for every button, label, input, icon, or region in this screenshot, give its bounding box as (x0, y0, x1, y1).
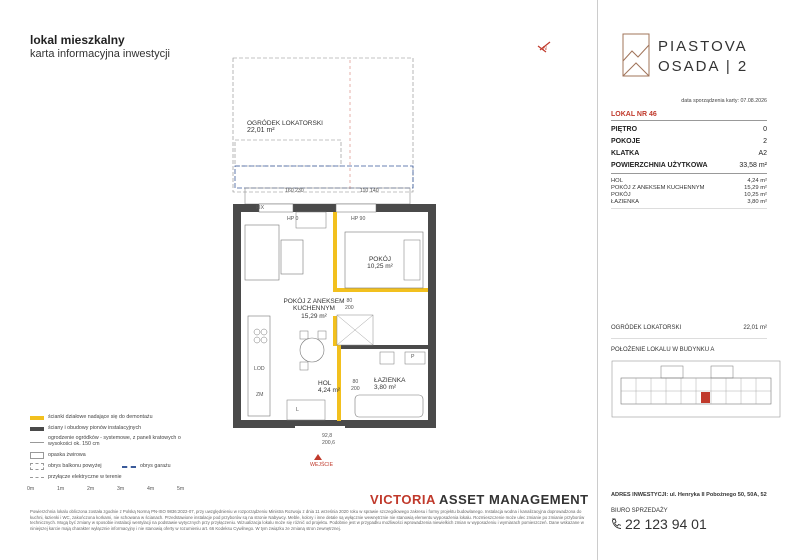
room-label: ŁAZIENKA (611, 199, 640, 205)
legend-swatch (30, 416, 44, 420)
room-laz-area: 3,80 m² (374, 384, 397, 392)
dim-230: 230 (295, 188, 304, 194)
entry-label: WEJŚCIE (310, 462, 334, 468)
info-row-area (611, 162, 767, 169)
legend-label: obrys balkonu powyżej (48, 462, 102, 469)
room-laz-name: ŁAZIENKA (374, 377, 406, 384)
info-label: PIĘTRO (611, 126, 638, 133)
info-panel (597, 0, 792, 560)
garden-area-text: 22,01 m² (247, 127, 275, 135)
legend-swatch (30, 463, 44, 470)
hp0-label: HP 0 (287, 216, 299, 222)
room-label: HOL (611, 178, 623, 184)
room-label: POKÓJ (611, 192, 631, 198)
room-value: 4,24 m² (747, 178, 767, 184)
divider (611, 208, 767, 209)
legend-swatch (30, 427, 44, 431)
scale-label: 1m (57, 486, 65, 492)
door1-height: 200 (345, 304, 354, 311)
room-pokoj-label (355, 256, 405, 271)
sink-label: ZM (256, 392, 264, 398)
highlighted-unit (701, 392, 710, 403)
info-value: 33,58 m² (739, 162, 767, 169)
room-aneks-label (274, 298, 354, 320)
room-hol-name: HOL (318, 380, 332, 387)
legend-item (30, 423, 230, 434)
legend-label: ogrodzenie ogródków - systemowe, z paneli kratowych o wysokości ok. 150 cm (48, 435, 181, 447)
room-aneks-area: 15,29 m² (301, 312, 327, 320)
room-value: 3,80 m² (747, 199, 767, 205)
room-value: 15,29 m² (744, 185, 767, 191)
info-label: KLATKA (611, 150, 640, 157)
door2-width: 80 (352, 379, 359, 385)
dim-110: 110 (360, 188, 369, 194)
legend-swatch (30, 442, 44, 443)
brand-name-1: PIASTOVA (658, 38, 748, 55)
legend-item (30, 461, 230, 472)
phone-icon (611, 518, 621, 530)
fridge-label: LOD (254, 366, 265, 372)
pralka-label: P (411, 354, 415, 360)
info-label: POWIERZCHNIA UŻYTKOWA (611, 162, 708, 169)
position-label: POŁOŻENIE LOKALU W BUDYNKU A (611, 347, 715, 353)
garden-label (247, 120, 323, 136)
room-aneks-name: POKÓJ Z ANEKSEM KUCHENNYM (283, 298, 345, 313)
door1-dim (345, 298, 354, 312)
entry-dim (322, 433, 335, 447)
footnote: Powierzchnia lokalu obliczona została zgodnie z Polską Normą PN-ISO 9836:2022-07, przy uwzględnieniu w rozporządzeniu Ministra Rozwoju z dnia 11 września 2020 roku w sprawie szczegółowego zakresu i formy projektu budowlanego. Instalacja wodna i kanalizacyjna doprowadzona do kuchni, łazienki i WC, zakończona korkami, nie schowana w ścianach. Przedstawione instalacje pod przyborów są na stronie Nabywcy. Meble, kolory i inne detale są wyłącznie wewnętrznie nie stanowią elementu wyposażenia lokalu. Rozmieszczenie może ulec zmianie po zmianie przyborów technicznych. Mogą być zmiany w sposobie instalacji wentylacji na podstawie wytycznych przy przyłączeniu. Wizualizacja lokalu może się różnić od projektu. Podobnie jest w przypadku możliwości wprowadzenia niewielkich zmian w wyposażeniu i wymiarach pomieszczeń. Dane wskazane w niniejszej karcie mają charakter wyłącznie informacyjny i nie stanowią oferty w rozumieniu art. 66 Kodeksu Cywilnego. W tym związku ze zmianą stron zewnętrznej. (30, 509, 585, 531)
legend-item (30, 434, 230, 450)
info-value: 0 (763, 126, 767, 133)
page-subtitle: karta informacyjna inwestycji (30, 48, 170, 60)
scale-label: 4m (147, 486, 155, 492)
fix-label: FIX (256, 205, 265, 211)
info-row-pietro (611, 126, 767, 133)
brand-name-2: OSADA | 2 (658, 58, 749, 75)
sales-phone (611, 516, 707, 532)
legend-item (30, 412, 230, 423)
room-pokoj-name: POKÓJ (368, 256, 392, 263)
dim-140: 140 (370, 188, 379, 194)
room-row-hol (611, 178, 767, 184)
legend-swatch (122, 466, 136, 468)
entry-width: 92,8 (322, 433, 333, 439)
entry-height: 200,6 (322, 439, 335, 446)
scale-label: 3m (117, 486, 125, 492)
legend-item (30, 450, 230, 461)
legend-item (30, 472, 230, 483)
room-pokoj-area: 10,25 m² (367, 263, 393, 271)
garden-row-value: 22,01 m² (743, 325, 767, 331)
legend-label: przyłącze elektryczne w terenie (48, 473, 122, 480)
legend (30, 412, 230, 483)
garden-row-label: OGRÓDEK LOKATORSKI (611, 325, 682, 331)
legend-swatch (30, 477, 44, 478)
info-label: POKOJE (611, 138, 641, 145)
sales-label: BIURO SPRZEDAŻY (611, 508, 668, 514)
scale-label: 2m (87, 486, 95, 492)
divider (611, 120, 767, 121)
legend-swatch (30, 452, 44, 459)
developer-name-bold: VICTORIA (370, 492, 436, 507)
legend-label: ściany i obudowy pionów instalacyjnych (48, 424, 142, 431)
door2-height: 200 (351, 385, 360, 392)
divider (611, 173, 767, 174)
phone-number[interactable]: 22 123 94 01 (625, 516, 707, 532)
info-value: 2 (763, 138, 767, 145)
room-laz-label (374, 377, 404, 392)
room-label: POKÓJ Z ANEKSEM KUCHENNYM (611, 185, 705, 191)
room-row-pokoj (611, 192, 767, 198)
developer-name (370, 492, 589, 507)
entry-arrow-icon (314, 454, 322, 460)
lokal-number: LOKAL NR 46 (611, 111, 657, 118)
hp90-label: HP 90 (351, 216, 366, 222)
page-title: lokal mieszkalny (30, 33, 125, 47)
dim-160: 160 (285, 188, 294, 194)
building-plan (611, 360, 781, 418)
scale-label: 0m (27, 486, 35, 492)
room-row-aneks (611, 185, 767, 191)
legend-label: opaska żwirowa (48, 451, 86, 458)
info-row-pokoje (611, 138, 767, 145)
address: ADRES INWESTYCJI: ul. Henryka II Pobożnego 50, 50A, 52 (611, 492, 767, 498)
developer-name-rest: ASSET MANAGEMENT (435, 492, 589, 507)
room-value: 10,25 m² (744, 192, 767, 198)
info-value: A2 (758, 150, 767, 157)
garden-row (611, 325, 767, 331)
room-hol-area: 4,24 m² (318, 387, 341, 395)
divider (611, 338, 767, 339)
room-row-lazienka (611, 199, 767, 205)
door2-dim (351, 379, 360, 393)
garden-label-text: OGRÓDEK LOKATORSKI (247, 120, 323, 127)
north-label: N (543, 46, 547, 52)
legend-label: obrys garażu (140, 462, 171, 469)
card-date: data sporządzenia karty: 07.08.2026 (681, 98, 767, 104)
legend-label: ścianki działowe nadające się do demontażu (48, 413, 153, 420)
room-hol-label (318, 380, 346, 395)
info-row-klatka (611, 150, 767, 157)
door1-width: 80 (346, 298, 353, 304)
wardrobe-label: L (296, 407, 299, 413)
logo-icon (622, 33, 650, 77)
scale-label: 5m (177, 486, 185, 492)
